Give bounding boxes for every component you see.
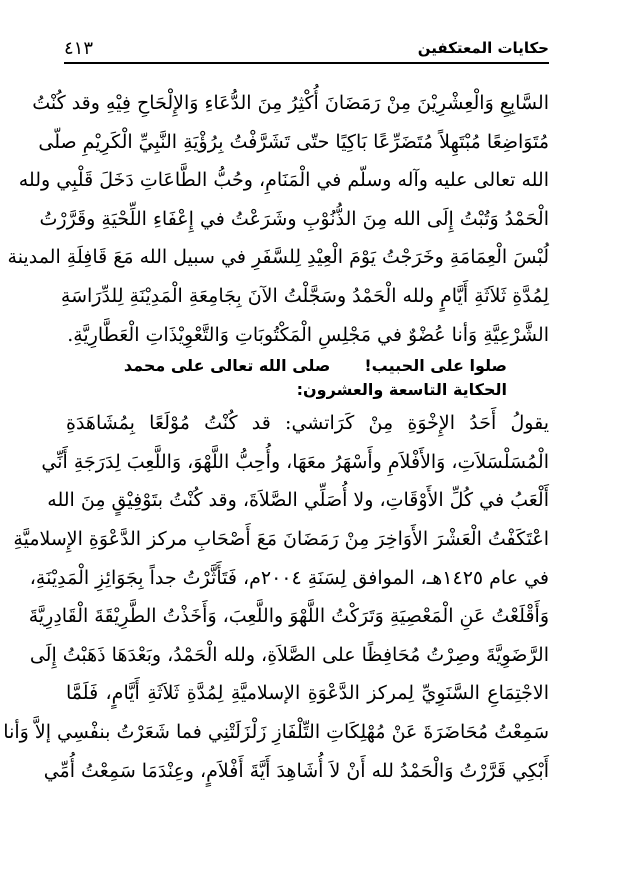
paragraph-1 [7,84,549,354]
header-rule [64,62,549,64]
text-line: الْحَمْدُ وَتُبْتُ إِلَى الله مِنَ الذُّنُوْبِ وشَرَعْتُ في إِعْفَاءِ اللِّحْيَةِ وقَرَّرْتُ [39,207,549,230]
text-line: أَبْكِي قَرَّرْتُ وَالْحَمْدُ لله أَنْ لاَ أُشَاهِدَ أَيَّةَ أَفْلاَمٍ، وعِنْدَمَا سَمِعْتُ أُمِّي [43,759,549,782]
text-line: السَّابِعِ وَالْعِشْرِيْنَ مِنْ رَمَضَانَ أُكْثِرُ مِنَ الدُّعَاءِ وَالإِلْحَاحِ فِيْهِ وقد كُنْتُ [32,92,549,114]
text-line: الرَّضَوِيَّةَ وصِرْتُ مُحَافِظًا على الصَّلاَةِ، ولله الْحَمْدُ، وبَعْدَهَا ذَهَبْتُ إِلَى [29,643,549,666]
text-line: لِمُدَّةِ ثَلاَثَةِ أَيَّامٍ ولله الْحَمْدُ وسَجَّلْتُ الآنَ بِجَامِعَةِ الْمَدِيْنَةِ لِلدِّرَاسَةِ [60,284,549,307]
salutation-call: صلوا على الحبيب! [364,356,507,376]
page-header [64,36,549,60]
text-line: لُبْسَ الْعِمَامَةِ وخَرَجْتُ يَوْمَ الْعِيْدِ لِلسَّفَرِ في سبيل الله مَعَ قَافِلَةِ المدينة [7,246,549,269]
paragraph-2 [3,404,549,790]
text-line: سَمِعْتُ مُحَاضَرَةَ عَنْ مُهْلِكَاتِ التِّلْفَازِ زَلْزَلَتْنِي فما شَعَرْتُ بنفْسِي إلاَّ وَأنا [3,720,549,743]
text-line: يقولُ أَحَدُ الإِخْوَةِ مِنْ كَرَاتشي: قد كُنْتُ مُوْلَعًا بِمُشَاهَدَةِ [66,412,549,435]
text-line: الْمُسَلْسَلاَتِ، وَالأَفْلاَمِ وأَسْهَرُ معَهَا، وأُحِبُّ اللَّهْوَ، وَاللَّعِبَ لِدَرَجَةِ أَنِّي [41,450,549,473]
text-line: أَلْعَبُ في كُلِّ الأَوْقَاتِ، ولا أُصَلِّي الصَّلاَةَ، وقد كُنْتُ بتَوْفِيْقٍ مِنَ الله [47,489,549,512]
salutation-response: صلى الله تعالى على محمد [123,356,331,376]
text-line: مُتَوَاضِعًا مُبْتَهِلاً مُتَضَرِّعًا بَاكِيًا حتّى تَشَرَّفْتُ بِرُؤْيَةِ النَّبِيِّ الْكَرِيْمِ صلّى [38,130,549,153]
page-number: ٤١٣ [64,37,94,59]
text-line: وَأَقْلَعْتُ عَنِ الْمَعْصِيَةِ وَتَرَكْتُ اللَّهْوَ واللَّعِبَ، وَأَخَذْتُ الطَّرِيْقَةَ الْقَادِرِيَّةَ [28,605,549,628]
section-heading: الحكاية التاسعة والعشرون: [296,380,507,400]
salutation [66,354,549,378]
text-line: الشَّرْعِيَّةِ وَأنا عُضْوٌ في مَجْلِسِ الْمَكْتُوبَاتِ وَالتَّعْوِيْذَاتِ الْعَطَّارِيَّةِ. [67,323,549,346]
text-line: اعْتَكَفْتُ الْعَشْرَ الأَوَاخِرَ مِنْ رَمَضَانَ مَعَ أَصْحَابِ مركز الدَّعْوَةِ الإِسلاميَّةِ [13,527,549,550]
text-line: الله تعالى عليه وآله وسلّم في الْمَنَامِ، وحُبُّ الطَّاعَاتِ دَخَلَ قَلْبِي ولله [18,169,549,192]
text-line: في عام ١٤٢٥هـ، الموافق لِسَنَةِ ٢٠٠٤م، فَتَأَثَّرْتُ جداً بِجَوَائِزِ الْمَدِيْنَةِ، [29,566,549,589]
text-line: الاجْتِمَاعِ السَّنَوِيِّ لِمركز الدَّعْوَةِ الإسلاميَّةِ لِمُدَّةِ ثَلاَثَةِ أَيَّامٍ، فَلَمَّا [66,682,549,705]
running-title: حكايات المعتكفين [417,39,549,57]
page-body [3,84,549,879]
